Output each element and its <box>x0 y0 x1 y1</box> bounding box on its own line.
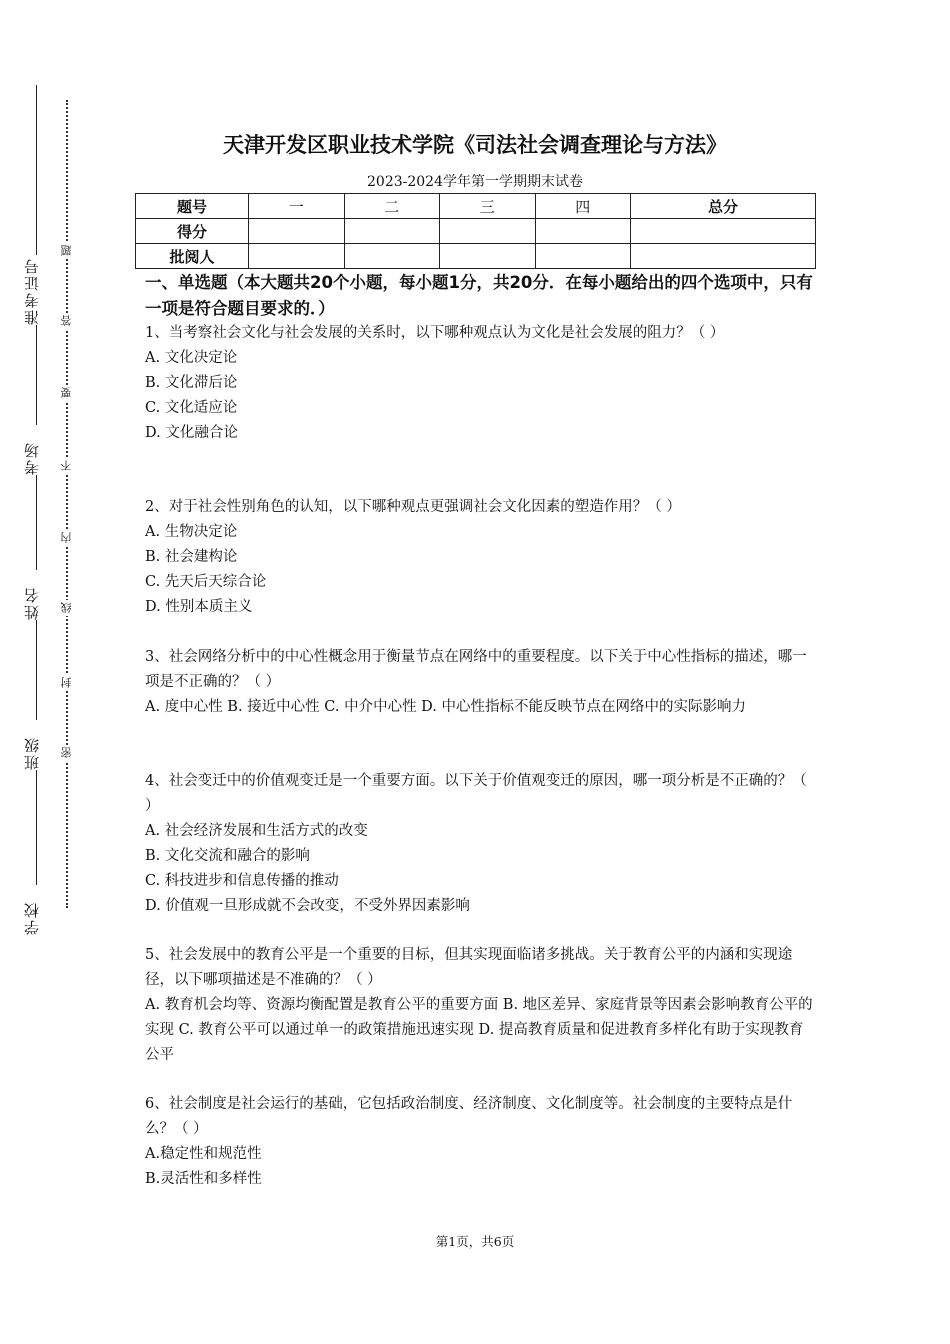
question-3 <box>145 645 815 720</box>
question-stem: 5、社会发展中的教育公平是一个重要的目标，但其实现面临诸多挑战。关于教育公平的内涵和实现途径，以下哪项描述是不准确的？（ ） <box>145 947 793 988</box>
score-cell <box>440 219 536 244</box>
options-inline: A. 度中心性 B. 接近中心性 C. 中介中心性 D. 中心性指标不能反映节点在网络中的实际影响力 <box>145 699 747 715</box>
score-table-header: 一 <box>249 194 345 219</box>
field-class: 班级 <box>23 736 41 770</box>
binding-rule <box>36 85 37 255</box>
score-cell <box>344 219 440 244</box>
score-cell <box>249 219 345 244</box>
score-cell <box>344 244 440 269</box>
question-2 <box>145 495 815 620</box>
binding-rule <box>36 770 37 885</box>
section-heading: 一、单选题（本大题共20个小题，每小题1分，共20分．在每小题给出的四个选项中，只有一项是符合题目要求的．） <box>145 273 813 318</box>
option-b: B. 文化滞后论 <box>145 375 238 391</box>
option-d: D. 文化融合论 <box>145 425 238 441</box>
score-table-header-row <box>136 194 816 219</box>
score-row-label: 得分 <box>136 219 249 244</box>
option-a: A. 社会经济发展和生活方式的改变 <box>145 823 368 839</box>
score-table-row <box>136 219 816 244</box>
score-table <box>135 193 816 269</box>
field-school: 学校 <box>23 901 41 935</box>
score-cell <box>631 244 816 269</box>
option-b: B.灵活性和多样性 <box>145 1171 262 1187</box>
seal-line <box>66 100 68 908</box>
field-exam-number: 准考证号 <box>23 257 41 325</box>
field-name: 姓名 <box>23 586 41 620</box>
seal-char: 线 <box>59 600 75 616</box>
exam-title: 天津开发区职业技术学院《司法社会调查理论与方法》 <box>223 133 727 157</box>
score-cell <box>440 244 536 269</box>
score-table-header: 总分 <box>631 194 816 219</box>
option-c: C. 文化适应论 <box>145 400 238 416</box>
seal-char: 内 <box>59 530 75 546</box>
seal-char: 封 <box>59 675 75 691</box>
binding-margin <box>0 0 110 1344</box>
seal-char: 要 <box>59 385 75 401</box>
option-a: A. 文化决定论 <box>145 350 238 366</box>
question-6 <box>145 1092 815 1192</box>
question-stem: 2、对于社会性别角色的认知，以下哪种观点更强调社会文化因素的塑造作用？（ ） <box>145 499 681 515</box>
seal-char: 答 <box>59 313 75 329</box>
question-stem: 6、社会制度是社会运行的基础，它包括政治制度、经济制度、文化制度等。社会制度的主要特点是什么？（ ） <box>145 1096 793 1137</box>
binding-rule <box>36 325 37 425</box>
seal-char: 密 <box>59 745 75 761</box>
option-a: A.稳定性和规范性 <box>145 1146 262 1162</box>
option-c: C. 科技进步和信息传播的推动 <box>145 873 339 889</box>
score-table-row <box>136 244 816 269</box>
score-cell <box>631 219 816 244</box>
option-a: A. 生物决定论 <box>145 524 238 540</box>
score-table-header: 三 <box>440 194 536 219</box>
question-stem: 3、社会网络分析中的中心性概念用于衡量节点在网络中的重要程度。以下关于中心性指标的描述，哪一项是不正确的？（ ） <box>145 649 807 690</box>
option-b: B. 社会建构论 <box>145 549 238 565</box>
seal-char: 不 <box>59 458 75 474</box>
option-b: B. 文化交流和融合的影响 <box>145 848 310 864</box>
exam-subtitle: 2023-2024学年第一学期期末试卷 <box>367 174 583 190</box>
score-cell <box>535 219 631 244</box>
binding-rule <box>36 475 37 570</box>
score-cell <box>249 244 345 269</box>
score-table-header: 四 <box>535 194 631 219</box>
field-exam-room: 考场 <box>23 441 41 475</box>
options-inline: A. 教育机会均等、资源均衡配置是教育公平的重要方面 B. 地区差异、家庭背景等因素会影响教育公平的实现 C. 教育公平可以通过单一的政策措施迅速实现 D. 提高教育质量和促进教育多样化有助于实现教育公平 <box>145 997 813 1063</box>
score-row-label: 批阅人 <box>136 244 249 269</box>
score-table-header: 题号 <box>136 194 249 219</box>
page-footer: 第1页，共6页 <box>435 1234 515 1249</box>
option-d: D. 价值观一旦形成就不会改变，不受外界因素影响 <box>145 898 470 914</box>
binding-rule <box>36 620 37 720</box>
seal-char: 题 <box>59 243 75 259</box>
question-1 <box>145 321 815 446</box>
score-cell <box>535 244 631 269</box>
question-5 <box>145 943 815 1068</box>
question-stem: 1、当考察社会文化与社会发展的关系时，以下哪种观点认为文化是社会发展的阻力？（ ） <box>145 325 725 341</box>
question-4 <box>145 769 815 919</box>
option-d: D. 性别本质主义 <box>145 599 253 615</box>
question-stem: 4、社会变迁中的价值观变迁是一个重要方面。以下关于价值观变迁的原因，哪一项分析是不正确的？（ ） <box>145 773 807 814</box>
score-table-header: 二 <box>344 194 440 219</box>
option-c: C. 先天后天综合论 <box>145 574 267 590</box>
